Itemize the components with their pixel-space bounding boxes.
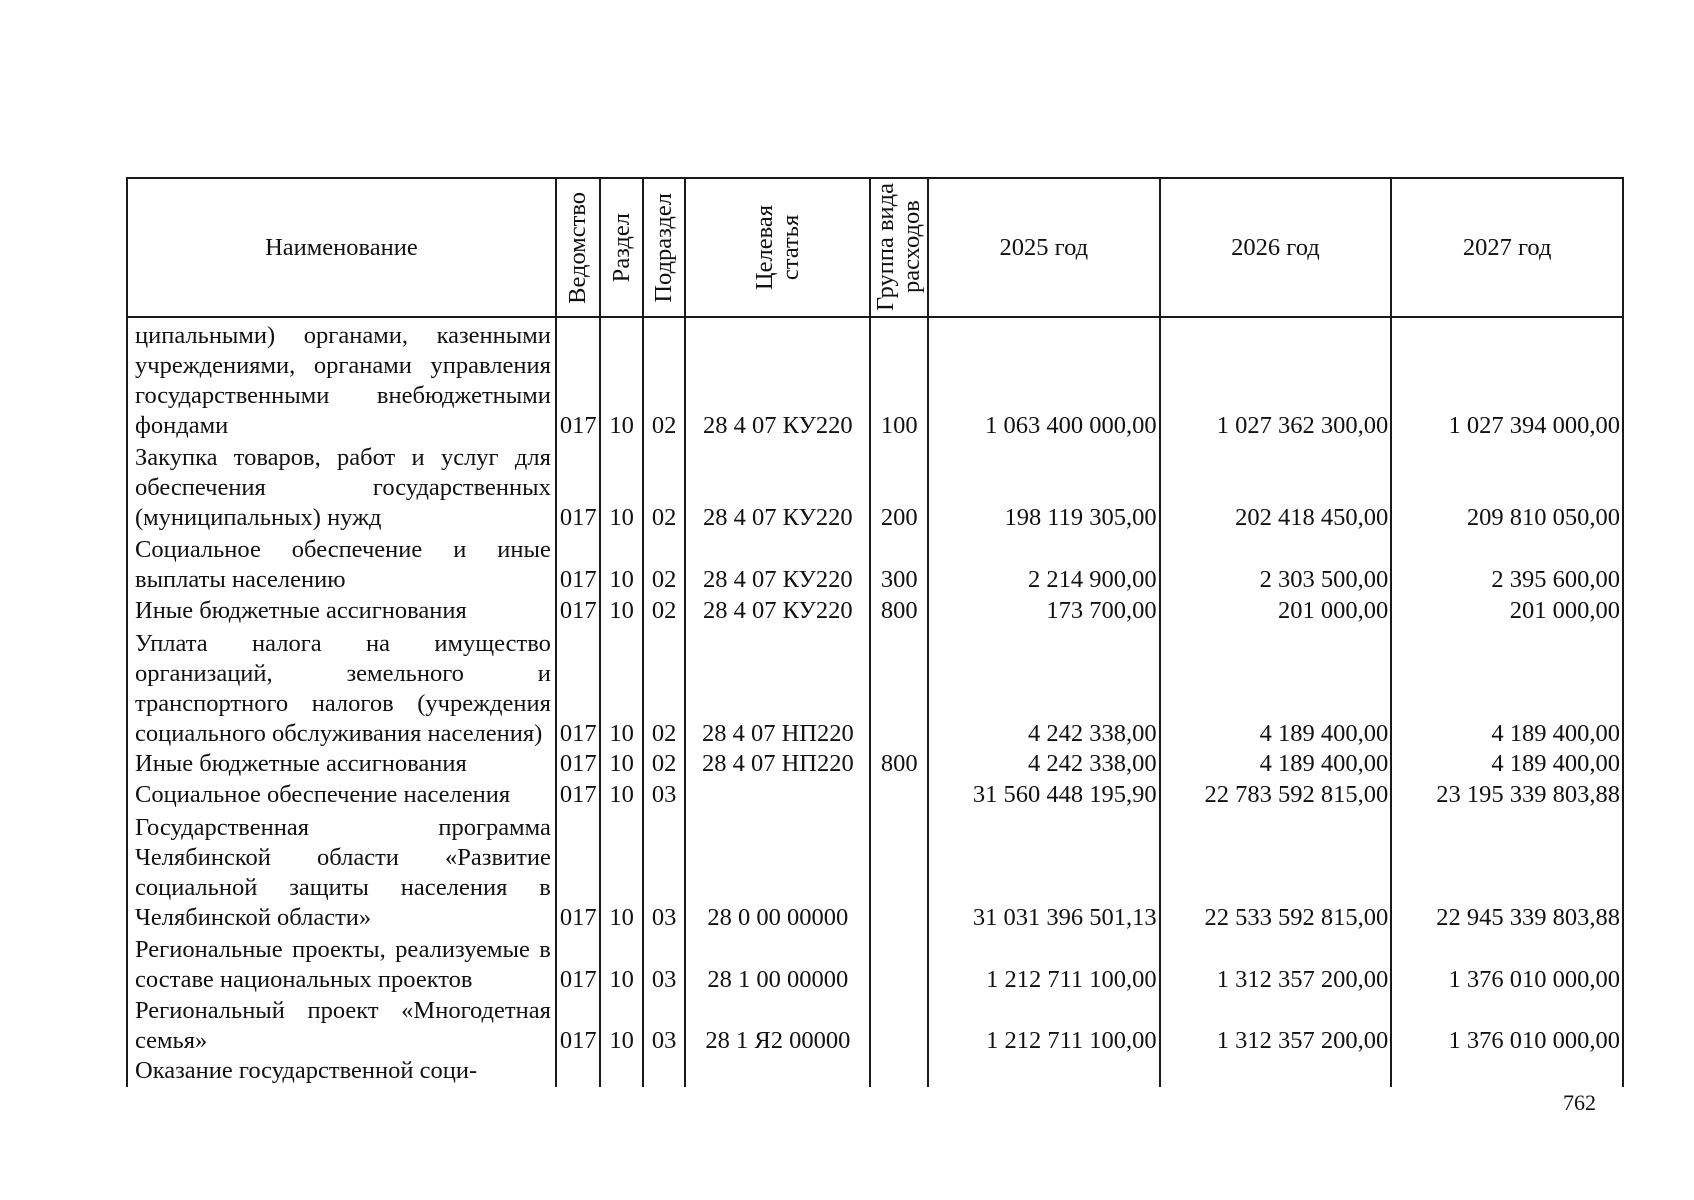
row-2027: 1 027 394 000,00 bbox=[1391, 317, 1623, 441]
table-row bbox=[127, 626, 1623, 749]
row-target bbox=[685, 779, 870, 810]
table-row bbox=[127, 810, 1623, 933]
row-exp bbox=[870, 1056, 928, 1087]
row-exp: 300 bbox=[870, 533, 928, 595]
row-name: Региональные проекты, реализуемые в составе национальных проектов bbox=[127, 933, 556, 995]
row-2026: 22 533 592 815,00 bbox=[1160, 810, 1392, 933]
row-2025: 1 063 400 000,00 bbox=[928, 317, 1160, 441]
row-section: 10 bbox=[600, 317, 642, 441]
row-2027: 209 810 050,00 bbox=[1391, 441, 1623, 533]
table-row bbox=[127, 933, 1623, 995]
row-exp: 800 bbox=[870, 595, 928, 626]
row-dept: 017 bbox=[556, 779, 601, 810]
row-section: 10 bbox=[600, 933, 642, 995]
table-row bbox=[127, 441, 1623, 533]
header-exp-line1: Группа вида bbox=[872, 183, 900, 312]
row-subsection: 02 bbox=[643, 317, 685, 441]
row-2027: 4 189 400,00 bbox=[1391, 749, 1623, 780]
row-2027: 23 195 339 803,88 bbox=[1391, 779, 1623, 810]
row-2025: 31 560 448 195,90 bbox=[928, 779, 1160, 810]
table-row bbox=[127, 1056, 1623, 1087]
row-dept: 017 bbox=[556, 933, 601, 995]
header-target-line1: Целевая bbox=[750, 204, 778, 291]
page-number: 762 bbox=[1563, 1090, 1596, 1115]
row-name: Уплата налога на имущество организаций, земельного и транспортного налогов (учреждения социального обслуживания населения) bbox=[127, 626, 556, 749]
row-exp bbox=[870, 779, 928, 810]
header-subsection-label: Подраздел bbox=[650, 192, 678, 303]
row-2025: 1 212 711 100,00 bbox=[928, 995, 1160, 1057]
row-dept: 017 bbox=[556, 995, 601, 1057]
row-2026 bbox=[1160, 1056, 1392, 1087]
row-exp: 200 bbox=[870, 441, 928, 533]
row-target: 28 4 07 КУ220 bbox=[685, 441, 870, 533]
row-target: 28 4 07 КУ220 bbox=[685, 317, 870, 441]
table-row bbox=[127, 533, 1623, 595]
row-section: 10 bbox=[600, 749, 642, 780]
header-2027: 2027 год bbox=[1391, 178, 1623, 317]
row-2026: 201 000,00 bbox=[1160, 595, 1392, 626]
row-exp bbox=[870, 933, 928, 995]
row-section bbox=[600, 1056, 642, 1087]
row-exp bbox=[870, 810, 928, 933]
row-2025: 173 700,00 bbox=[928, 595, 1160, 626]
table-row bbox=[127, 749, 1623, 780]
row-dept: 017 bbox=[556, 441, 601, 533]
budget-table bbox=[126, 177, 1624, 1087]
row-section: 10 bbox=[600, 626, 642, 749]
row-2027 bbox=[1391, 1056, 1623, 1087]
row-subsection: 03 bbox=[643, 995, 685, 1057]
row-subsection: 02 bbox=[643, 441, 685, 533]
row-2026: 2 303 500,00 bbox=[1160, 533, 1392, 595]
row-section: 10 bbox=[600, 533, 642, 595]
header-exp-line2: расходов bbox=[898, 201, 926, 294]
row-2027: 201 000,00 bbox=[1391, 595, 1623, 626]
row-target: 28 1 00 00000 bbox=[685, 933, 870, 995]
row-2025: 4 242 338,00 bbox=[928, 749, 1160, 780]
row-2026: 4 189 400,00 bbox=[1160, 749, 1392, 780]
row-2026: 202 418 450,00 bbox=[1160, 441, 1392, 533]
row-section: 10 bbox=[600, 995, 642, 1057]
table-row bbox=[127, 995, 1623, 1057]
row-2026: 1 312 357 200,00 bbox=[1160, 995, 1392, 1057]
row-dept bbox=[556, 1056, 601, 1087]
row-section: 10 bbox=[600, 779, 642, 810]
row-target: 28 1 Я2 00000 bbox=[685, 995, 870, 1057]
row-exp: 800 bbox=[870, 749, 928, 780]
row-name: Оказание государственной соци- bbox=[127, 1056, 556, 1087]
row-name: Социальное обеспечение населения bbox=[127, 779, 556, 810]
row-subsection: 02 bbox=[643, 749, 685, 780]
row-name: Государственная программа Челябинской области «Развитие социальной защиты населения в Челябинской области» bbox=[127, 810, 556, 933]
row-2027: 22 945 339 803,88 bbox=[1391, 810, 1623, 933]
header-2026: 2026 год bbox=[1160, 178, 1392, 317]
row-dept: 017 bbox=[556, 533, 601, 595]
table-row bbox=[127, 317, 1623, 441]
row-target: 28 0 00 00000 bbox=[685, 810, 870, 933]
row-2026: 1 312 357 200,00 bbox=[1160, 933, 1392, 995]
row-2025: 2 214 900,00 bbox=[928, 533, 1160, 595]
table-row bbox=[127, 779, 1623, 810]
header-section bbox=[600, 178, 642, 317]
row-2027: 1 376 010 000,00 bbox=[1391, 933, 1623, 995]
row-exp bbox=[870, 995, 928, 1057]
row-2025: 4 242 338,00 bbox=[928, 626, 1160, 749]
row-dept: 017 bbox=[556, 810, 601, 933]
row-2026: 4 189 400,00 bbox=[1160, 626, 1392, 749]
header-exp-label bbox=[873, 183, 925, 311]
row-2025: 1 212 711 100,00 bbox=[928, 933, 1160, 995]
header-section-label: Раздел bbox=[607, 212, 635, 283]
row-dept: 017 bbox=[556, 626, 601, 749]
row-exp: 100 bbox=[870, 317, 928, 441]
row-exp bbox=[870, 626, 928, 749]
row-dept: 017 bbox=[556, 317, 601, 441]
header-dept bbox=[556, 178, 601, 317]
header-exp bbox=[870, 178, 928, 317]
row-2025: 31 031 396 501,13 bbox=[928, 810, 1160, 933]
header-target-label bbox=[752, 205, 804, 290]
row-subsection bbox=[643, 1056, 685, 1087]
row-target: 28 4 07 КУ220 bbox=[685, 595, 870, 626]
row-subsection: 03 bbox=[643, 933, 685, 995]
header-dept-label: Ведомство bbox=[564, 191, 592, 304]
row-dept: 017 bbox=[556, 749, 601, 780]
row-subsection: 03 bbox=[643, 810, 685, 933]
row-name: Иные бюджетные ассигнования bbox=[127, 595, 556, 626]
row-2025: 198 119 305,00 bbox=[928, 441, 1160, 533]
row-target: 28 4 07 НП220 bbox=[685, 626, 870, 749]
row-2027: 2 395 600,00 bbox=[1391, 533, 1623, 595]
row-subsection: 02 bbox=[643, 533, 685, 595]
row-subsection: 02 bbox=[643, 626, 685, 749]
row-2027: 4 189 400,00 bbox=[1391, 626, 1623, 749]
header-subsection bbox=[643, 178, 685, 317]
row-target bbox=[685, 1056, 870, 1087]
row-dept: 017 bbox=[556, 595, 601, 626]
row-section: 10 bbox=[600, 810, 642, 933]
row-2025 bbox=[928, 1056, 1160, 1087]
header-row bbox=[127, 178, 1623, 317]
row-2027: 1 376 010 000,00 bbox=[1391, 995, 1623, 1057]
row-name: ципальными) органами, казенными учреждениями, органами управления государственными внебюджетными фондами bbox=[127, 317, 556, 441]
header-name: Наименование bbox=[127, 178, 556, 317]
row-name: Социальное обеспечение и иные выплаты населению bbox=[127, 533, 556, 595]
row-target: 28 4 07 КУ220 bbox=[685, 533, 870, 595]
row-name: Региональный проект «Многодетная семья» bbox=[127, 995, 556, 1057]
row-2026: 1 027 362 300,00 bbox=[1160, 317, 1392, 441]
row-section: 10 bbox=[600, 441, 642, 533]
row-name: Иные бюджетные ассигнования bbox=[127, 749, 556, 780]
header-target-line2: статья bbox=[776, 214, 804, 281]
header-2025: 2025 год bbox=[928, 178, 1160, 317]
row-name: Закупка товаров, работ и услуг для обеспечения государственных (муниципальных) нужд bbox=[127, 441, 556, 533]
row-section: 10 bbox=[600, 595, 642, 626]
header-target bbox=[685, 178, 870, 317]
row-subsection: 02 bbox=[643, 595, 685, 626]
table-row bbox=[127, 595, 1623, 626]
row-target: 28 4 07 НП220 bbox=[685, 749, 870, 780]
row-2026: 22 783 592 815,00 bbox=[1160, 779, 1392, 810]
row-subsection: 03 bbox=[643, 779, 685, 810]
